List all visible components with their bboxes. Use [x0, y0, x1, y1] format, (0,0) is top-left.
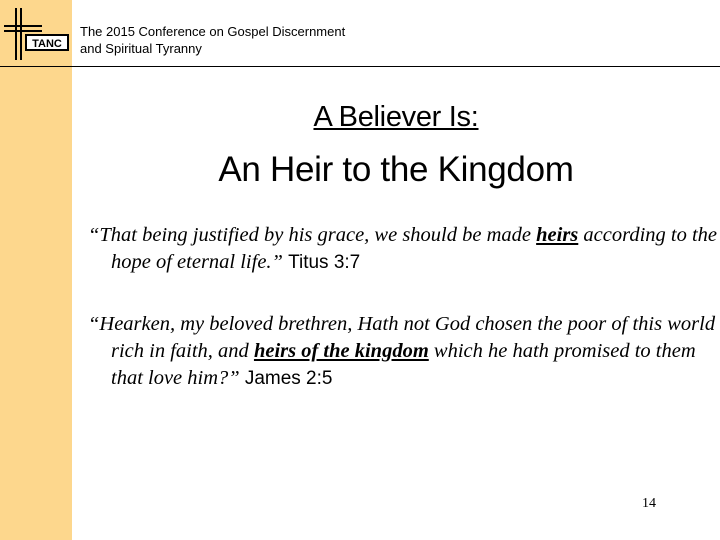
scripture-reference: James 2:5 [244, 368, 333, 389]
quote-open-mark: “ [88, 224, 100, 246]
slide-title: An Heir to the Kingdom [218, 150, 574, 189]
quote-highlight: heirs [536, 224, 579, 246]
header-divider [0, 66, 720, 67]
quote-text-after: according to the hope of eternal life.” [111, 224, 718, 273]
page-number: 14 [642, 496, 656, 511]
quote-text-after: which he hath promised to them that love him?” [111, 340, 696, 389]
quote-text-before: That being justified by his grace, we should be made [99, 224, 537, 246]
scripture-reference: Titus 3:7 [288, 252, 361, 273]
conference-title-line1: The 2015 Conference on Gospel Discernment [80, 24, 346, 39]
scripture-quote-titus [88, 222, 720, 276]
conference-title [80, 23, 345, 57]
conference-title-line2: and Spiritual Tyranny [80, 41, 202, 56]
scripture-quote-james [88, 311, 720, 392]
slide-heading: A Believer Is: [313, 101, 479, 133]
quote-highlight: heirs of the kingdom [253, 340, 429, 362]
sidebar-accent [0, 0, 72, 540]
quote-open-mark: “ [88, 313, 100, 335]
logo-text: TANC [32, 38, 62, 50]
quote-text-before: Hearken, my beloved brethren, Hath not God chosen the poor of this world rich in faith, and [99, 313, 716, 362]
tanc-logo [2, 6, 72, 62]
